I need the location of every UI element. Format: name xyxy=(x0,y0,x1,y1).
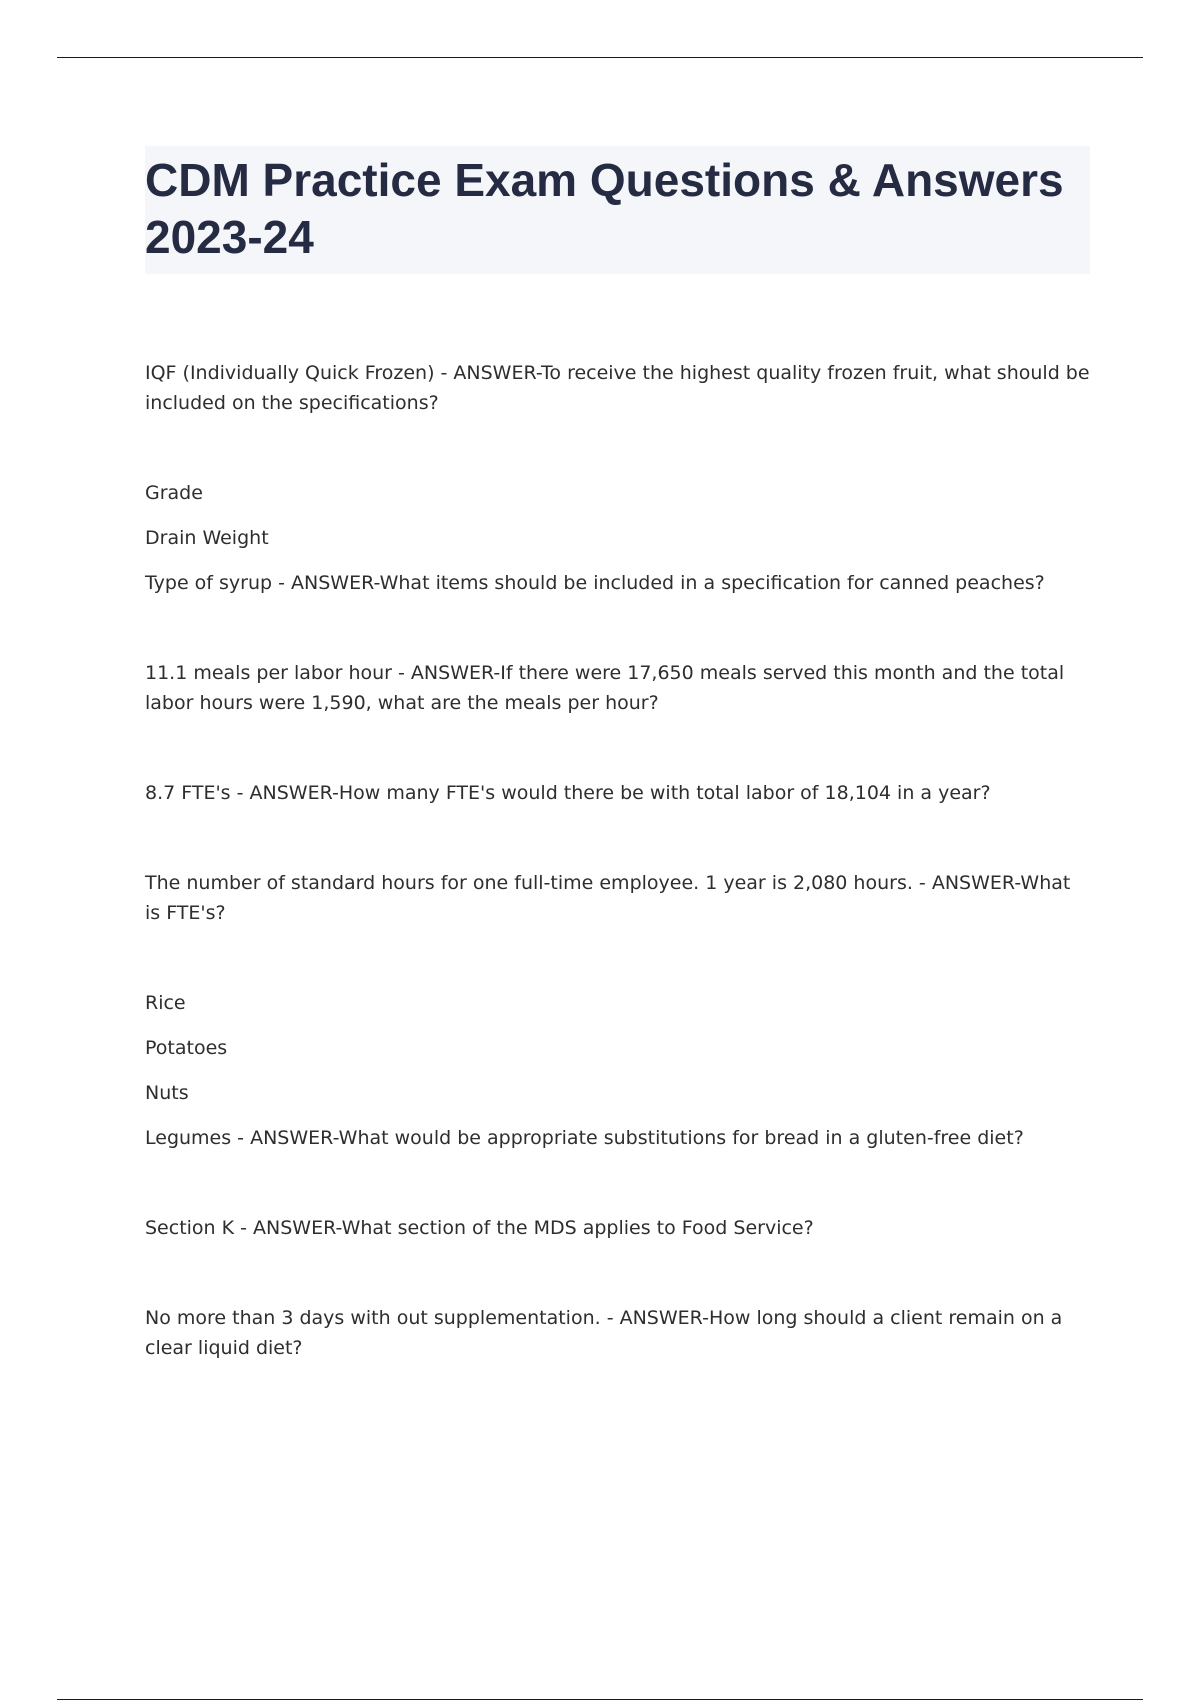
document-title: CDM Practice Exam Questions & Answers 2023-24 xyxy=(145,154,1064,263)
qa-list-line: Potatoes xyxy=(145,1037,228,1059)
qa-paragraph: No more than 3 days with out supplementation. - ANSWER-How long should a client remain on a clear liquid diet? xyxy=(145,1307,1069,1359)
qa-paragraph: 11.1 meals per labor hour - ANSWER-If there were 17,650 meals served this month and the total labor hours were 1,590, what are the meals per hour? xyxy=(145,662,1071,714)
qa-paragraph: Section K - ANSWER-What section of the MDS applies to Food Service? xyxy=(145,1217,814,1239)
qa-paragraph: 8.7 FTE's - ANSWER-How many FTE's would there be with total labor of 18,104 in a year? xyxy=(145,782,991,804)
qa-list-line: Legumes - ANSWER-What would be appropriate substitutions for bread in a gluten-free diet? xyxy=(145,1127,1024,1149)
qa-list-line: Grade xyxy=(145,482,203,504)
document-page xyxy=(145,146,1096,1423)
top-rule xyxy=(57,57,1143,58)
qa-list-line: Nuts xyxy=(145,1082,189,1104)
title-banner xyxy=(145,146,1090,274)
qa-list-line: Rice xyxy=(145,992,186,1014)
qa-list-line: Drain Weight xyxy=(145,527,269,549)
qa-list-line: Type of syrup - ANSWER-What items should be included in a specification for canned peaches? xyxy=(145,572,1045,594)
qa-paragraph: The number of standard hours for one full-time employee. 1 year is 2,080 hours. - ANSWER-What is FTE's? xyxy=(145,872,1077,924)
qa-content xyxy=(145,358,1096,1363)
qa-paragraph: IQF (Individually Quick Frozen) - ANSWER-To receive the highest quality frozen fruit, what should be included on the specifications? xyxy=(145,362,1096,414)
